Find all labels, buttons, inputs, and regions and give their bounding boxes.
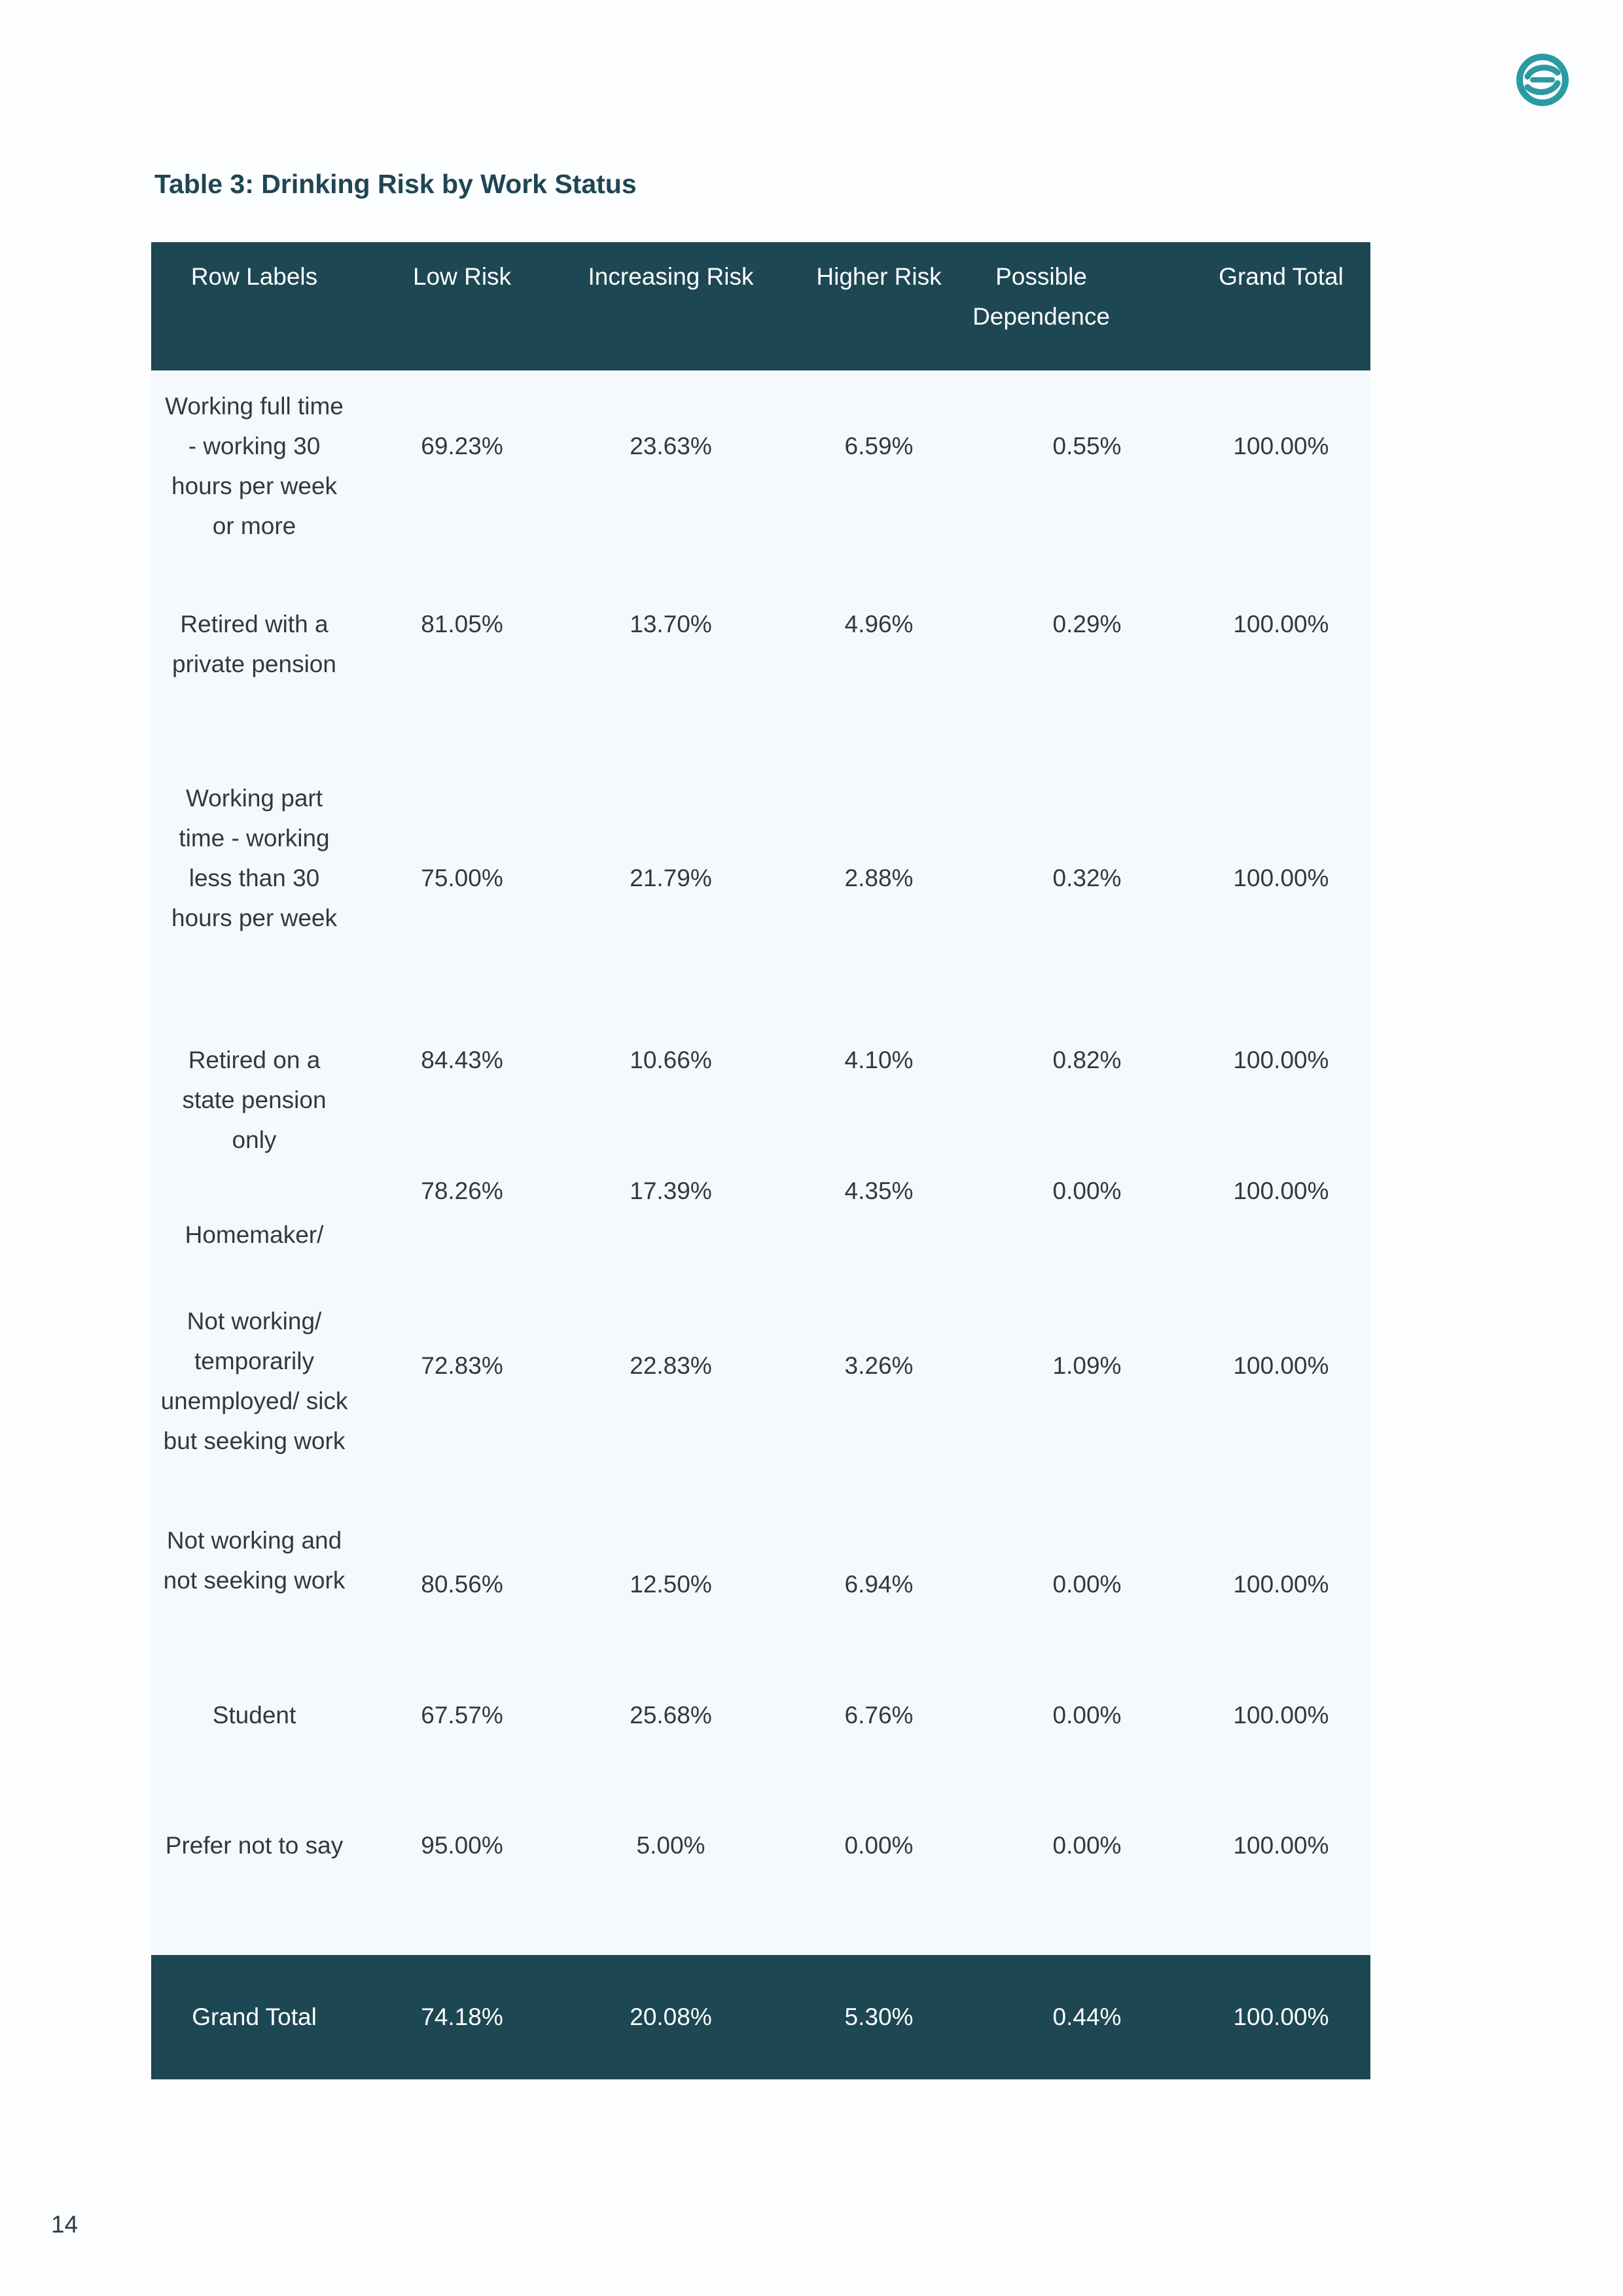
cell-possible-dependence: 0.32% <box>1052 865 1122 891</box>
cell-grand-total: 100.00% <box>1233 1352 1329 1379</box>
column-header-increasing-risk: Increasing Risk <box>588 263 754 290</box>
cell-grand-total: 100.00% <box>1233 433 1329 459</box>
cell-increasing-risk: 13.70% <box>630 611 712 637</box>
cell-higher-risk: 4.10% <box>844 1047 914 1073</box>
cell-higher-risk: 3.26% <box>844 1352 914 1379</box>
row-label: Prefer not to say <box>165 1832 344 1859</box>
cell-grand-total: 100.00% <box>1233 1047 1329 1073</box>
row-label: Not working and not seeking work <box>163 1527 346 1594</box>
cell-possible-dependence: 0.00% <box>1052 1177 1122 1204</box>
cell-increasing-risk: 5.00% <box>636 1832 705 1859</box>
cell-possible-dependence: 0.00% <box>1052 1702 1122 1729</box>
cell-low-risk: 67.57% <box>421 1702 503 1729</box>
cell-possible-dependence: 0.29% <box>1052 611 1122 637</box>
grand-total-row <box>151 1955 1370 2079</box>
work-status-table <box>151 242 1370 2079</box>
row-label: Retired with a private pension <box>172 611 336 677</box>
cell-higher-risk: 6.94% <box>844 1571 914 1598</box>
grand-total-label: Grand Total <box>192 2003 317 2030</box>
cell-possible-dependence: 0.82% <box>1052 1047 1122 1073</box>
cell-low-risk: 95.00% <box>421 1832 503 1859</box>
row-label: Not working/ temporarily unemployed/ sick but seeking work <box>160 1308 348 1454</box>
row-label: Student <box>212 1702 296 1729</box>
cell-low-risk: 84.43% <box>421 1047 503 1073</box>
column-header-row-labels: Row Labels <box>190 263 318 290</box>
grand-total-increasing-risk: 20.08% <box>630 2003 712 2030</box>
column-header-low-risk: Low Risk <box>412 263 512 290</box>
row-label: Working full time - working 30 hours per week or more <box>165 393 344 539</box>
cell-grand-total: 100.00% <box>1233 865 1329 891</box>
column-header-possible-dependence: Possible Dependence <box>972 263 1110 330</box>
cell-increasing-risk: 25.68% <box>630 1702 712 1729</box>
cell-increasing-risk: 17.39% <box>630 1177 712 1204</box>
brand-logo-icon <box>1516 53 1569 107</box>
grand-total-higher-risk: 5.30% <box>844 2003 914 2030</box>
cell-higher-risk: 4.96% <box>844 611 914 637</box>
cell-possible-dependence: 0.55% <box>1052 433 1122 459</box>
row-label: Working part time - working less than 30 hours per week <box>171 785 337 931</box>
cell-grand-total: 100.00% <box>1233 1702 1329 1729</box>
cell-low-risk: 72.83% <box>421 1352 503 1379</box>
cell-low-risk: 81.05% <box>421 611 503 637</box>
table-header-row <box>151 242 1370 370</box>
cell-grand-total: 100.00% <box>1233 1177 1329 1204</box>
column-header-higher-risk: Higher Risk <box>816 263 942 290</box>
table-title: Table 3: Drinking Risk by Work Status <box>154 169 637 199</box>
cell-low-risk: 75.00% <box>421 865 503 891</box>
cell-low-risk: 78.26% <box>421 1177 503 1204</box>
cell-low-risk: 69.23% <box>421 433 503 459</box>
cell-increasing-risk: 12.50% <box>630 1571 712 1598</box>
cell-increasing-risk: 10.66% <box>630 1047 712 1073</box>
grand-total-possible-dependence: 0.44% <box>1052 2003 1122 2030</box>
cell-increasing-risk: 22.83% <box>630 1352 712 1379</box>
cell-higher-risk: 6.76% <box>844 1702 914 1729</box>
column-header-grand-total: Grand Total <box>1219 263 1344 290</box>
page-number: 14 <box>51 2211 79 2238</box>
cell-higher-risk: 6.59% <box>844 433 914 459</box>
cell-grand-total: 100.00% <box>1233 611 1329 637</box>
row-label: Homemaker/ <box>185 1221 324 1248</box>
cell-higher-risk: 4.35% <box>844 1177 914 1204</box>
cell-grand-total: 100.00% <box>1233 1832 1329 1859</box>
cell-increasing-risk: 23.63% <box>630 433 712 459</box>
cell-higher-risk: 2.88% <box>844 865 914 891</box>
cell-possible-dependence: 1.09% <box>1052 1352 1122 1379</box>
cell-increasing-risk: 21.79% <box>630 865 712 891</box>
cell-possible-dependence: 0.00% <box>1052 1832 1122 1859</box>
cell-higher-risk: 0.00% <box>844 1832 914 1859</box>
cell-possible-dependence: 0.00% <box>1052 1571 1122 1598</box>
grand-total-grand-total: 100.00% <box>1233 2003 1329 2030</box>
cell-grand-total: 100.00% <box>1233 1571 1329 1598</box>
row-label: Retired on a state pension only <box>182 1047 327 1153</box>
grand-total-low-risk: 74.18% <box>421 2003 503 2030</box>
cell-low-risk: 80.56% <box>421 1571 503 1598</box>
